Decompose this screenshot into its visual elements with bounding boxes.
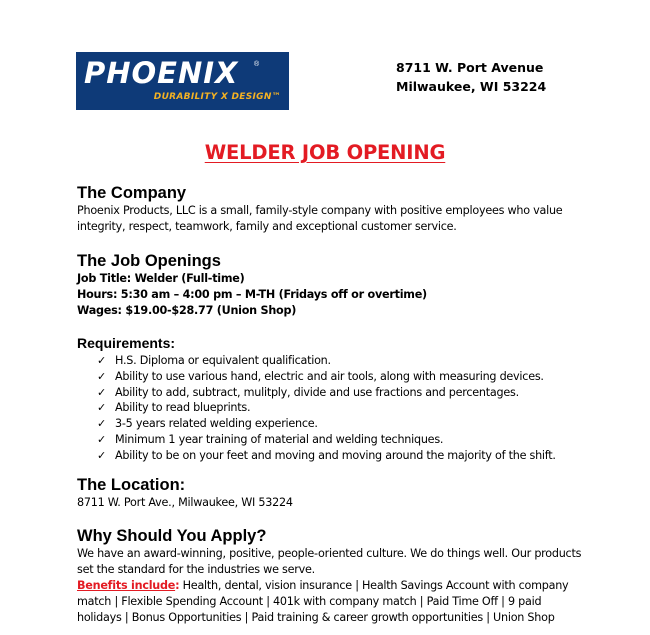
logo-wordmark: PHOENIX	[84, 56, 239, 90]
benefits-colon: :	[175, 579, 180, 592]
apply-heading: Why Should You Apply?	[77, 527, 267, 545]
checkmark-icon: ✓	[97, 417, 106, 431]
checkmark-icon: ✓	[97, 448, 106, 462]
company-text: Phoenix Products, LLC is a small, family-style company with positive employees who value integrity, respect, teamwork, family and exceptional customer service.	[77, 204, 563, 233]
requirements-list	[77, 353, 577, 464]
job-title-line: Job Title: Welder (Full-time)	[77, 272, 245, 285]
location-heading: The Location:	[77, 476, 186, 494]
list-item: ✓ 3-5 years related welding experience.	[97, 417, 318, 431]
checkmark-icon: ✓	[97, 385, 106, 399]
logo-registered-mark: ®	[254, 61, 260, 68]
list-item: ✓ Ability to use various hand, electric and air tools, along with measuring devices.	[97, 369, 544, 383]
benefits-line: Benefits include: Health, dental, vision insurance | Health Savings Account with company	[77, 579, 569, 592]
location-section	[77, 476, 577, 511]
company-heading: The Company	[77, 184, 187, 202]
page-title: WELDER JOB OPENING	[204, 141, 446, 164]
apply-text: We have an award-winning, positive, people-oriented culture. We do things well. Our products set the standard for the industries we serve. Benefits include: Health, dental, vision insurance | Health Savings Account with company match | Flexible Spending Account | 401k with company match | Paid Time Off | 9 paid holidays | Bonus Opportunities | Paid training & career growth opportunities | Union Shop	[77, 546, 637, 626]
apply-section	[77, 527, 637, 626]
checkmark-icon: ✓	[97, 432, 106, 446]
list-item: ✓ Ability to be on your feet and moving and moving around the majority of the shift.	[97, 448, 556, 462]
list-item: ✓ H.S. Diploma or equivalent qualification.	[97, 354, 331, 367]
phoenix-logo	[76, 52, 289, 110]
address-street: 8711 W. Port Avenue	[396, 60, 544, 75]
address-city: Milwaukee, WI 53224	[396, 79, 547, 94]
list-item: ✓ Minimum 1 year training of material and welding techniques.	[97, 432, 444, 446]
job-hours-line: Hours: 5:30 am – 4:00 pm – M-TH (Fridays off or overtime)	[77, 288, 427, 301]
checkmark-icon: ✓	[97, 401, 106, 415]
requirements-heading: Requirements:	[77, 335, 176, 351]
benefits-label: Benefits include	[77, 579, 176, 592]
location-text: 8711 W. Port Ave., Milwaukee, WI 53224	[77, 496, 293, 509]
job-details	[77, 271, 577, 319]
job-openings-heading: The Job Openings	[77, 252, 221, 270]
list-item: ✓ Ability to read blueprints.	[97, 401, 251, 415]
job-wages-line: Wages: $19.00-$28.77 (Union Shop)	[77, 304, 297, 317]
list-item: ✓ Ability to add, subtract, mulitply, divide and use fractions and percentages.	[97, 385, 519, 399]
logo-tagline: DURABILITY X DESIGN™	[153, 92, 281, 102]
checkmark-icon: ✓	[97, 354, 106, 367]
job-openings-section	[77, 252, 577, 319]
company-section	[77, 184, 577, 235]
requirements-section	[77, 335, 577, 464]
company-address	[396, 58, 546, 96]
checkmark-icon: ✓	[97, 369, 106, 383]
